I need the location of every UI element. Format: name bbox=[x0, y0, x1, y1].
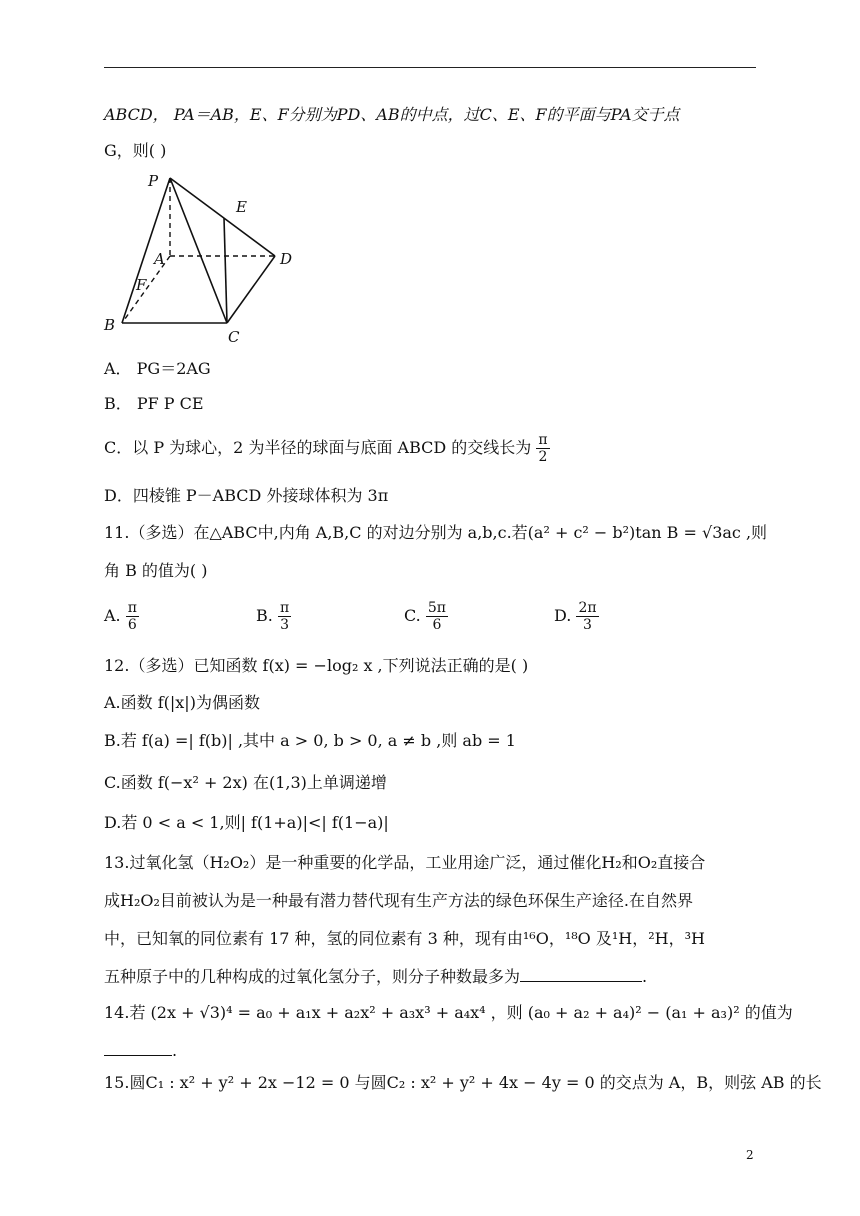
label-C: C bbox=[228, 328, 240, 346]
label-A: A bbox=[154, 250, 165, 268]
fraction-numerator: π bbox=[279, 600, 290, 616]
q12-option-a: A.函数 f(|x|)为偶函数 bbox=[104, 693, 260, 712]
fraction-numerator: 5π bbox=[427, 600, 446, 616]
option-label: D. bbox=[554, 606, 572, 625]
fraction-denominator: 2 bbox=[538, 449, 548, 465]
q15-line1: 15.圆C₁ : x² + y² + 2x −12 = 0 与圆C₂ : x² + y² + 4x − 4y = 0 的交点为 A，B，则弦 AB 的长 bbox=[104, 1073, 822, 1092]
q12-option-d: D.若 0 < a < 1,则| f(1+a)|<| f(1−a)| bbox=[104, 813, 389, 832]
q12-option-c: C.函数 f(−x² + 2x) 在(1,3)上单调递增 bbox=[104, 773, 387, 792]
answer-blank bbox=[520, 967, 642, 982]
fraction-numerator: π bbox=[538, 432, 548, 448]
segment-EC bbox=[224, 218, 227, 323]
q10-option-c-fraction bbox=[536, 432, 549, 465]
q14-line2 bbox=[104, 1040, 177, 1062]
option-fraction bbox=[576, 600, 598, 633]
fraction-numerator: 2π bbox=[578, 600, 597, 616]
page-number: 2 bbox=[746, 1148, 754, 1162]
q13-line4-text: 五种原子中的几种构成的过氧化氢分子，则分子种数最多为 bbox=[104, 967, 521, 986]
option-fraction bbox=[126, 600, 139, 633]
q12-option-b: B.若 f(a) =| f(b)| ,其中 a > 0, b > 0, a ≠ b ,则 ab = 1 bbox=[104, 731, 516, 750]
q13-line4-end: . bbox=[642, 967, 648, 986]
label-B: B bbox=[104, 316, 116, 334]
q13-line2: 成H₂O₂目前被认为是一种最有潜力替代现有生产方法的绿色环保生产途径.在自然界 bbox=[104, 891, 693, 910]
fraction-denominator: 3 bbox=[583, 617, 592, 633]
option-label: B. bbox=[256, 606, 273, 625]
q10-option-d: D．四棱锥 P－ABCD 外接球体积为 3π bbox=[104, 486, 389, 505]
fraction-numerator: π bbox=[127, 600, 137, 616]
q11-option-a bbox=[104, 600, 139, 633]
q13-line3: 中，已知氧的同位素有 17 种，氢的同位素有 3 种，现有由¹⁶O，¹⁸O 及¹H，²H，³H bbox=[104, 929, 705, 948]
option-fraction bbox=[278, 600, 291, 633]
label-P: P bbox=[148, 172, 159, 190]
q11-stem-line1: 11.（多选）在△ABC中,内角 A,B,C 的对边分别为 a,b,c.若(a² + c² − b²)tan B = √3ac ,则 bbox=[104, 523, 768, 542]
q10-option-c bbox=[104, 432, 550, 465]
option-label: A. bbox=[104, 606, 121, 625]
fraction-denominator: 6 bbox=[127, 617, 137, 633]
q10-option-c-text: C．以 P 为球心，2 为半径的球面与底面 ABCD 的交线长为 bbox=[104, 438, 532, 457]
fraction-denominator: 6 bbox=[432, 617, 442, 633]
option-fraction bbox=[426, 600, 448, 633]
option-label: C. bbox=[404, 606, 421, 625]
answer-blank bbox=[104, 1041, 172, 1056]
q13-line4 bbox=[104, 966, 647, 988]
q11-option-c bbox=[404, 600, 448, 633]
q11-option-b bbox=[256, 600, 291, 633]
q10-option-a: A． PG＝2AG bbox=[104, 359, 211, 378]
label-F: F bbox=[136, 276, 147, 294]
q12-stem: 12.（多选）已知函数 f(x) = −log₂ x ,下列说法正确的是( ) bbox=[104, 656, 529, 675]
q14-line2-end: . bbox=[172, 1041, 178, 1060]
q10-stem-line2: G，则( ) bbox=[104, 141, 167, 160]
q14-line1: 14.若 (2x + √3)⁴ = a₀ + a₁x + a₂x² + a₃x³ + a₄x⁴ ，则 (a₀ + a₂ + a₄)² − (a₁ + a₃)² 的值为 bbox=[104, 1003, 793, 1022]
q11-stem-line2: 角 B 的值为( ) bbox=[104, 561, 208, 580]
label-D: D bbox=[280, 250, 293, 268]
pyramid-figure bbox=[100, 168, 310, 348]
fraction-denominator: 3 bbox=[280, 617, 289, 633]
q10-stem-line1: ABCD， PA＝AB，E、F分别为PD、AB的中点，过C、E、F的平面与PA交于点 bbox=[104, 105, 680, 124]
label-E: E bbox=[236, 198, 247, 216]
edge-CD bbox=[227, 256, 275, 323]
q11-option-d bbox=[554, 600, 599, 633]
q10-option-b: B． PF P CE bbox=[104, 394, 204, 413]
header-rule bbox=[104, 67, 756, 68]
q13-line1: 13.过氧化氢（H₂O₂）是一种重要的化学品，工业用途广泛，通过催化H₂和O₂直接合 bbox=[104, 853, 706, 872]
